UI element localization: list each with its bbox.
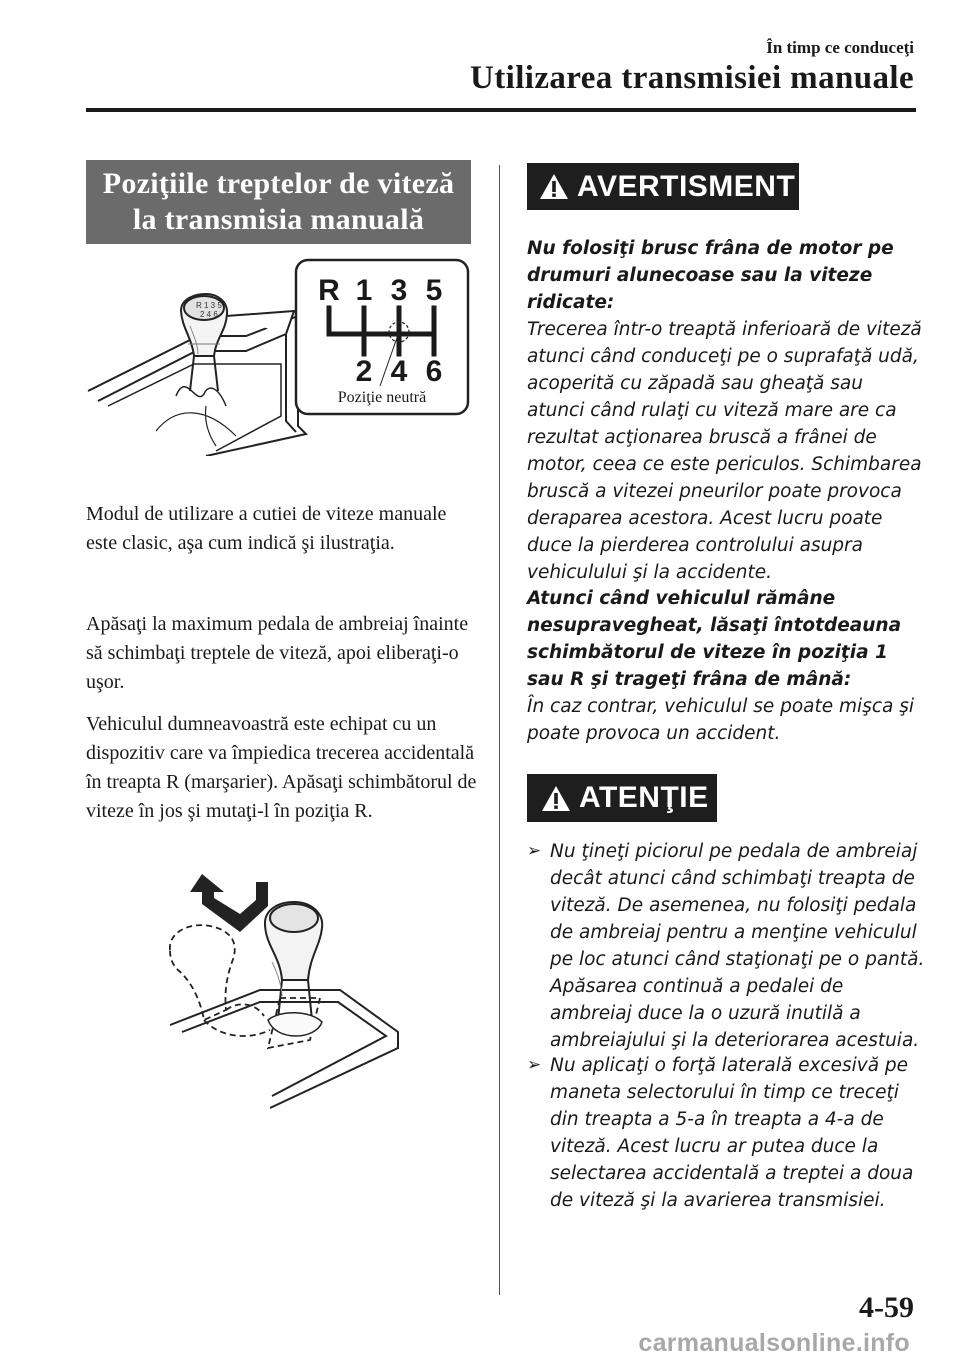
gear-shift-illustration: [86, 256, 476, 456]
caution-label: ATENŢIE: [579, 781, 709, 814]
reverse-shift-illustration: [160, 870, 415, 1110]
paragraph-clutch: Apăsaţi la maximum pedala de ambreiaj înainte să schimbaţi treptele de viteză, apoi eliberaţi-o uşor.: [86, 613, 469, 693]
shift-label-4: 4: [390, 355, 408, 388]
paragraph-usage: Modul de utilizare a cutiei de viteze manuale este clasic, aşa cum indică şi ilustraţia.: [86, 503, 447, 554]
shift-label-3: 3: [390, 274, 408, 307]
warning-engine-brake-heading: Nu folosiţi brusc frâna de motor pe drumuri alunecoase sau la viteze ridicate:: [527, 238, 894, 313]
chapter-heading: În timp ce conduceţi: [766, 38, 914, 57]
warning-parking: [527, 585, 922, 747]
watermark: carmanualsonline.info: [638, 1329, 910, 1357]
caution-triangle-icon: [541, 785, 571, 812]
svg-text:R 1 3 5: R 1 3 5: [196, 301, 222, 310]
header-divider: [86, 108, 916, 112]
caution-item: [527, 838, 927, 1054]
shift-label-5: 5: [425, 274, 443, 307]
caution-item: [527, 1052, 927, 1214]
page-title: Utilizarea transmisiei manuale: [470, 60, 914, 96]
section-title-banner: [86, 160, 471, 244]
section-title-line-2: la transmisia manuală: [132, 203, 425, 236]
caution-banner: [527, 774, 717, 822]
column-divider: [499, 165, 500, 1295]
shift-label-1: 1: [355, 274, 373, 307]
neutral-position-label: Poziţie neutră: [337, 389, 427, 406]
warning-engine-brake: [527, 235, 922, 586]
shift-label-6: 6: [425, 355, 443, 388]
svg-text:2 4 6: 2 4 6: [200, 310, 218, 319]
warning-triangle-icon: [539, 173, 569, 200]
page-number: 4-59: [859, 1291, 914, 1324]
warning-label: AVERTISMENT: [577, 169, 796, 203]
bullet-arrow-icon: ➢: [527, 841, 542, 861]
caution-item-text: Nu aplicaţi o forţă laterală excesivă pe maneta selectorului în timp ce treceţi din treapta a 5-a în treapta a 4-a de viteză. Acest lucru ar putea duce la selectarea accidentală a treptei a doua de viteză şi la avarierea transmisiei.: [550, 1055, 914, 1211]
push-down-arrow-icon: [190, 874, 268, 932]
shift-label-r: R: [318, 274, 340, 307]
warning-parking-heading: Atunci când vehiculul rămâne nesupravegheat, lăsaţi întotdeauna schimbătorul de viteze în poziţia 1 sau R şi trageţi frâna de mână:: [527, 588, 902, 690]
warning-banner: [527, 163, 799, 210]
bullet-arrow-icon: ➢: [527, 1055, 542, 1075]
shift-label-2: 2: [355, 355, 373, 388]
section-title-line-1: Poziţiile treptelor de viteză: [102, 167, 455, 200]
warning-parking-text: În caz contrar, vehiculul se poate mişca şi poate provoca un accident.: [527, 696, 915, 744]
paragraph-reverse: Vehiculul dumneavoastră este echipat cu un dispozitiv care va împiedica trecerea accidentală în treapta R (marşarier). Apăsaţi schimbătorul de viteze în jos şi mutaţi-l în poziţia R.: [86, 713, 477, 822]
warning-engine-brake-text: Trecerea într-o treaptă inferioară de viteză atunci când conduceţi pe o suprafaţă udă, acoperită cu zăpadă sau gheaţă sau atunci când rulaţi cu viteză mare are ca rezultat acţionarea bruscă a frânei de motor, ceea ce este periculos. Schimbarea bruscă a vitezei pneurilor poate provoca deraparea acestora. Acest lucru poate duce la pierderea controlului asupra vehiculului şi la accidente.: [527, 319, 922, 583]
caution-item-text: Nu ţineţi piciorul pe pedala de ambreiaj decât atunci când schimbaţi treapta de viteză. De asemenea, nu folosiţi pedala de ambreiaj pentru a menţine vehiculul pe loc atunci când staţionaţi pe o pantă. Apăsarea continuă a pedalei de ambreiaj duce la o uzură inutilă a ambreiajului şi la deteriorarea acestuia.: [550, 841, 925, 1051]
